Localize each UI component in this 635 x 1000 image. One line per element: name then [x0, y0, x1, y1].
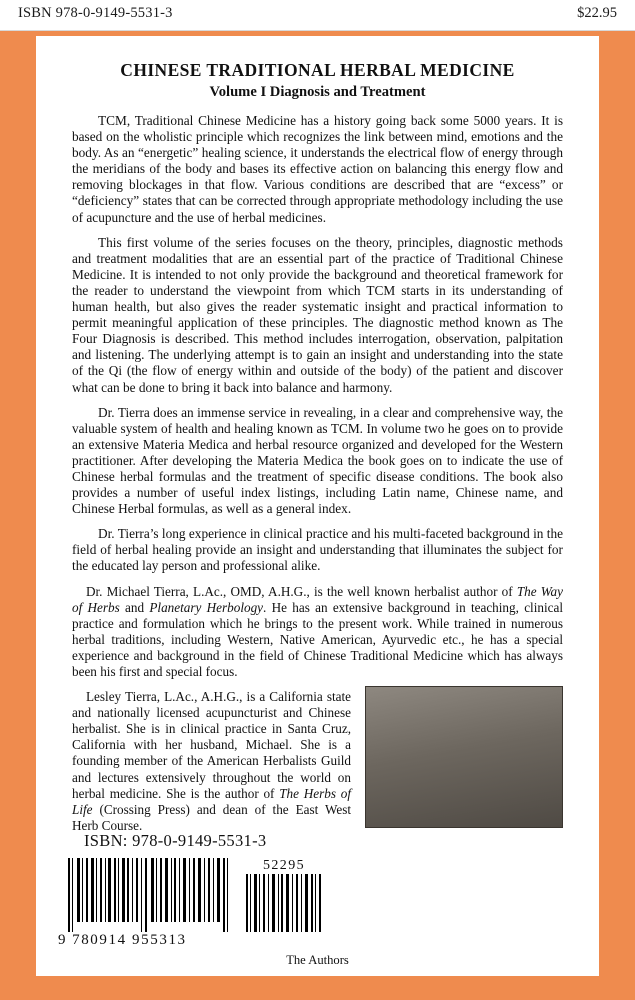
addon-digits: 52295 [263, 858, 305, 873]
barcode-lead-digit: 9 [58, 932, 68, 948]
blurb-paragraph-3: Dr. Tierra does an immense service in revealing, in a clear and comprehensive way, the valuable system of health and healing known as TCM. In volume two he goes on to provide an extensive Materia Medica and herbal resource organized and developed for the Western practitioner. After developing the Materia Medica the book goes on to indicate the use of Chinese herbal formulas and the treatment of specific disease conditions. The book also provides a number of useful index listings, including Latin name, Chinese name, and Chinese Herbal formulas, as well as a general index. [72, 404, 563, 517]
blurb-paragraph-2: This first volume of the series focuses on the theory, principles, diagnostic methods and treatment modalities that are an essential part of the practice of Traditional Chinese Medicine. It is intended to not only provide the background and theoretical framework for the reader to understand the viewpoint from which TCM starts in its understanding of human health, but also gives the reader systematic insight and practical information to permit meaningful application of these principles. The diagnostic method known as The Four Diagnosis is described. This method includes interrogation, observation, palpitation and listening. The underlying attempt is to gain an insight and understanding into the state of the Qi (the flow of energy within and outside of the body) of the patient and discover what can be done to bring it back into balance and harmony. [72, 234, 563, 395]
bio-michael-book-title-2: Planetary Herbology [149, 599, 264, 615]
bio-michael-book-title-1: The Way of Herbs [72, 583, 563, 615]
barcode-addon-5 [242, 874, 326, 932]
photo-backdrop [366, 687, 562, 827]
page-subtitle: Volume I Diagnosis and Treatment [209, 84, 426, 100]
bio-lesley-lead: Lesley Tierra, L.Ac., A.H.G., is a California state and nationally licensed acupuncturist and Chinese herbalist. She is in clinical practice in Santa Cruz, California with her husband, Michael. She is a founding member of the American Herbalists Guild and lectures extensively throughout the world on herbal medicine. She is the author of [72, 689, 351, 801]
author-bio-michael [72, 584, 563, 681]
bio-lesley-rest: (Crossing Press) and dean of the East West Herb Course. [72, 801, 351, 833]
bio-michael-mid: and [119, 599, 150, 615]
bio-michael-rest: . He has an extensive background in teaching, clinical practice and formulation which he brings to the present work. While trained in numerous herbal traditions, including Western, Native American, Ayurvedic etc., he has a special experience and background in the field of Chinese Traditional Medicine which has always been his first and special focus. [72, 599, 564, 679]
isbn-label: ISBN: 978-0-9149-5531-3 [84, 831, 267, 850]
authors-photo [365, 686, 563, 828]
barcode-ean13 [58, 858, 234, 932]
page-title: CHINESE TRADITIONAL HERBAL MEDICINE [120, 60, 515, 80]
bio-lesley-book-title: The Herbs of Life [72, 785, 351, 817]
back-cover-panel [36, 36, 599, 976]
isbn-top-label: ISBN 978-0-9149-5531-3 [18, 5, 173, 21]
barcode-number: 780914 955313 [72, 932, 187, 948]
blurb-paragraph-1: TCM, Traditional Chinese Medicine has a history going back some 5000 years. It is based on the wholistic principle which recognizes the link between mind, emotions and the body. As an “energetic” healing science, it understands the electrical flow of energy through the meridians of the body and bases its effective action on balancing this energy flow and removing blockages in that flow. Various conditions are described that are “excess” or “deficiency” states that can be corrected through appropriate methodology including the use of acupuncture and the use of herbal medicines. [72, 113, 563, 225]
top-bar [0, 0, 635, 31]
barcode-digits [58, 932, 234, 949]
bio-michael-lead: Dr. Michael Tierra, L.Ac., OMD, A.H.G., is the well known herbalist author of [86, 583, 517, 599]
price-label: $22.95 [577, 5, 617, 21]
photo-caption: The Authors [286, 953, 349, 967]
blurb-paragraph-4: Dr. Tierra’s long experience in clinical practice and his multi-faceted background in the field of herbal healing provide an insight and understanding that illuminates the subject for the educated lay person and professional alike. [72, 526, 563, 574]
